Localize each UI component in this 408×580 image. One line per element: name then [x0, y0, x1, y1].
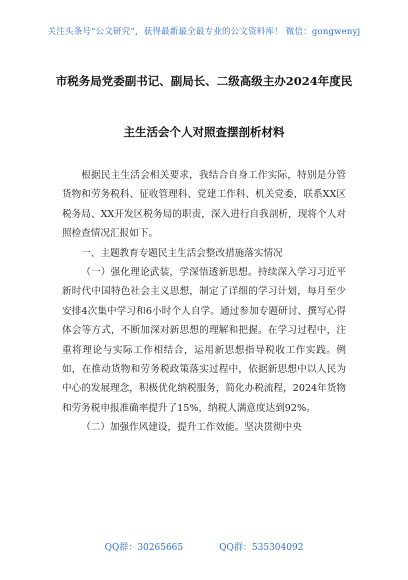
body-paragraph-theory: （一）强化理论武装，学深悟透新思想。持续深入学习习近平新时代中国特色社会主义思想，制定了详细的学习计划，每月至少安排4次集中学习和6小时个人自学。通过参加专题研讨、撰写心得体会等方式，不断加深对新思想的理解和把握。在学习过程中，注重将理论与实际工作相结合，运用新思想指导税收工作实践。例如，在推动货物和劳务税政策落实过程中，依据新思想中以人民为中心的发展理念，积极优化纳税服务，简化办税流程，2024年货物和劳务税申报准确率提升了15%，纳税人满意度达到92%。	[62, 267, 346, 414]
document-title-line-1: 市税务局党委副书记、副局长、二级高级主办2024年度民	[55, 74, 353, 88]
body-paragraph-intro: 根据民主生活会相关要求，我结合自身工作实际，特别是分管货物和劳务税科、征收管理科、党建工作科、机关党委，联系XX区税务局、XX开发区税务局的职责，深入进行自我剖析，现将个人对照检查情况汇报如下。	[62, 170, 346, 240]
section-heading-1: 一、主题教育专题民主生活会整改措施落实情况	[81, 247, 283, 259]
header-promo-note: 关注头条号“公文研究”，获得最新最全最专业的公文资料库！ 微信：gongwenyj	[47, 27, 361, 37]
footer-qq-group-2: QQ群：535304092	[219, 543, 304, 553]
document-title-line-2: 主生活会个人对照查摆剖析材料	[123, 125, 285, 139]
footer-qq-groups	[0, 540, 408, 553]
document-body	[62, 166, 346, 438]
footer-qq-group-1: QQ群：30265665	[104, 543, 184, 553]
body-paragraph-style: （二）加强作风建设，提升工作效能。坚决贯彻中央	[81, 422, 302, 434]
